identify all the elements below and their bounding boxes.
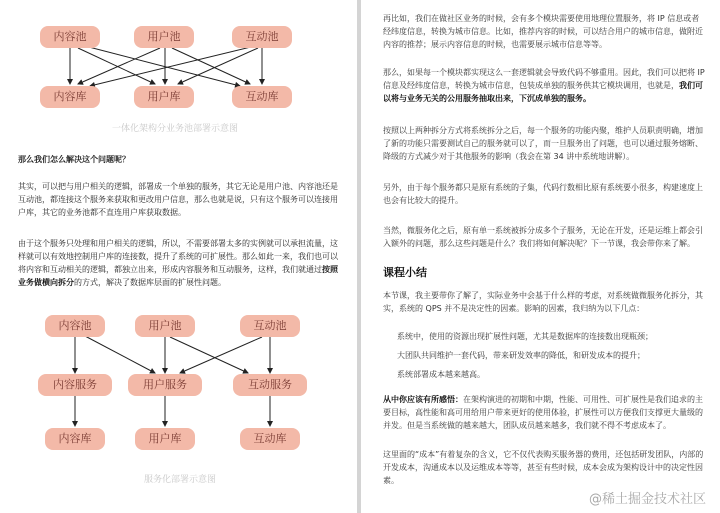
d2-pool-interaction: 互动池	[240, 315, 300, 337]
d2-pool-content: 内容池	[45, 315, 105, 337]
paragraph: 这里面的“成本”有着复杂的含义，它不仅代表购买服务器的费用，还包括研发团队，内部的开发成本，沟通成本以及运维成本等等，甚至有些时候，成本会成为架构设计中的决定性因素。	[383, 450, 704, 485]
d1-pool-interaction: 互动池	[232, 26, 292, 48]
right-page	[361, 0, 720, 513]
paragraph: 由于这个服务只处理和用户相关的逻辑，所以，不需要部署太多的实例就可以承担流量，这样就可以有效地控制用户库的连接数，提升了系统的可扩展性。那么如此一来，我们也可以将内容和互动相关的逻辑，都独立出来，形成内容服务和互动服务，这样，我们就通过按照业务做横向拆分的方式，解决了数据库层面的扩展性问题。	[18, 239, 338, 287]
diagram1-caption: 一体化架构分业务池部署示意图	[111, 124, 238, 134]
d2-db-user: 用户库	[135, 428, 195, 450]
list-item: 系统中，使用的资源出现扩展性问题，尤其是数据库的连接数出现瓶颈；	[397, 332, 653, 341]
d1-db-interaction: 互动库	[232, 86, 292, 108]
d2-service-user: 用户服务	[128, 374, 202, 396]
paragraph: 按照以上两种拆分方式将系统拆分之后，每一个服务的功能内聚，维护人员职责明确，增加了新的功能只需要测试自己的服务就可以了，而一旦服务出了问题，也可以通过服务熔断、降级的方式减少对于其他服务的影响（我会在第 34 讲中系统地讲解）。	[383, 126, 703, 161]
list-item: 大团队共同维护一套代码，带来研发效率的降低，和研发成本的提升；	[397, 351, 645, 360]
d1-db-user: 用户库	[134, 86, 194, 108]
paragraph: 那么，如果每一个模块都实现这么一套逻辑就会导致代码不够重用。因此，我们可以把将 IP 信息及经纬度信息，转换为城市信息，包装成单独的服务供其它模块调用，也就是，我们可以将与业务无关的公用服务抽取出来，下沉成单独的服务。	[383, 68, 705, 103]
d2-service-content: 内容服务	[38, 374, 112, 396]
paragraph: 本节课，我主要带你了解了，实际业务中会基于什么样的考虑，对系统做微服务化拆分，其实，系统的 QPS 并不是决定性的因素。影响的因素，我归纳为以下几点：	[383, 291, 703, 313]
left-page	[0, 0, 357, 513]
d2-pool-user: 用户池	[135, 315, 195, 337]
paragraph: 另外，由于每个服务都只是原有系统的子集，代码行数相比原有系统要小很多，构建速度上也会有比较大的提升。	[383, 183, 703, 205]
d1-db-content: 内容库	[40, 86, 100, 108]
paragraph: 其实，可以把与用户相关的逻辑，部署成一个单独的服务，其它无论是用户池、内容池还是互动池，都连接这个服务来获取和更改用户信息，那么也就是说，只有这个服务可以连接用户库，其它的业务池都不直连用户库获取数据。	[18, 182, 338, 217]
paragraph: 再比如，我们在做社区业务的时候，会有多个模块需要使用地理位置服务，将 IP 信息或者经纬度信息，转换为城市信息。比如，推荐内容的时候，可以结合用户的城市信息，做附近内容的推荐；展示内容信息的时候，也需要展示城市信息等等。	[383, 14, 703, 49]
d1-pool-user: 用户池	[134, 26, 194, 48]
paragraph: 当然，微服务化之后，原有单一系统被拆分成多个子服务，无论在开发，还是运维上都会引入额外的问题，那么这些问题是什么？我们将如何解决呢？下一节课，我会带你来了解。	[383, 226, 703, 248]
summary-heading: 课程小结	[383, 266, 427, 279]
d2-service-interaction: 互动服务	[233, 374, 307, 396]
watermark: @稀土掘金技术社区	[588, 492, 706, 507]
d1-pool-content: 内容池	[40, 26, 100, 48]
d2-db-content: 内容库	[45, 428, 105, 450]
diagram1-arrows	[0, 0, 357, 130]
diagram2-caption: 服务化部署示意图	[143, 475, 216, 485]
section-question: 那么我们怎么解决这个问题呢？	[18, 155, 130, 164]
list-item: 系统部署成本越来越高。	[397, 370, 485, 379]
d2-db-interaction: 互动库	[240, 428, 300, 450]
paragraph: 从中你应该有所感悟：在架构演进的初期和中期，性能、可用性、可扩展性是我们追求的主要目标，高性能和高可用给用户带来更好的使用体验，扩展性可以方便我们支撑更大量级的并发。但是当系统做的越来越大，团队成员越来越多，我们就不得不考虑成本了。	[383, 395, 703, 430]
